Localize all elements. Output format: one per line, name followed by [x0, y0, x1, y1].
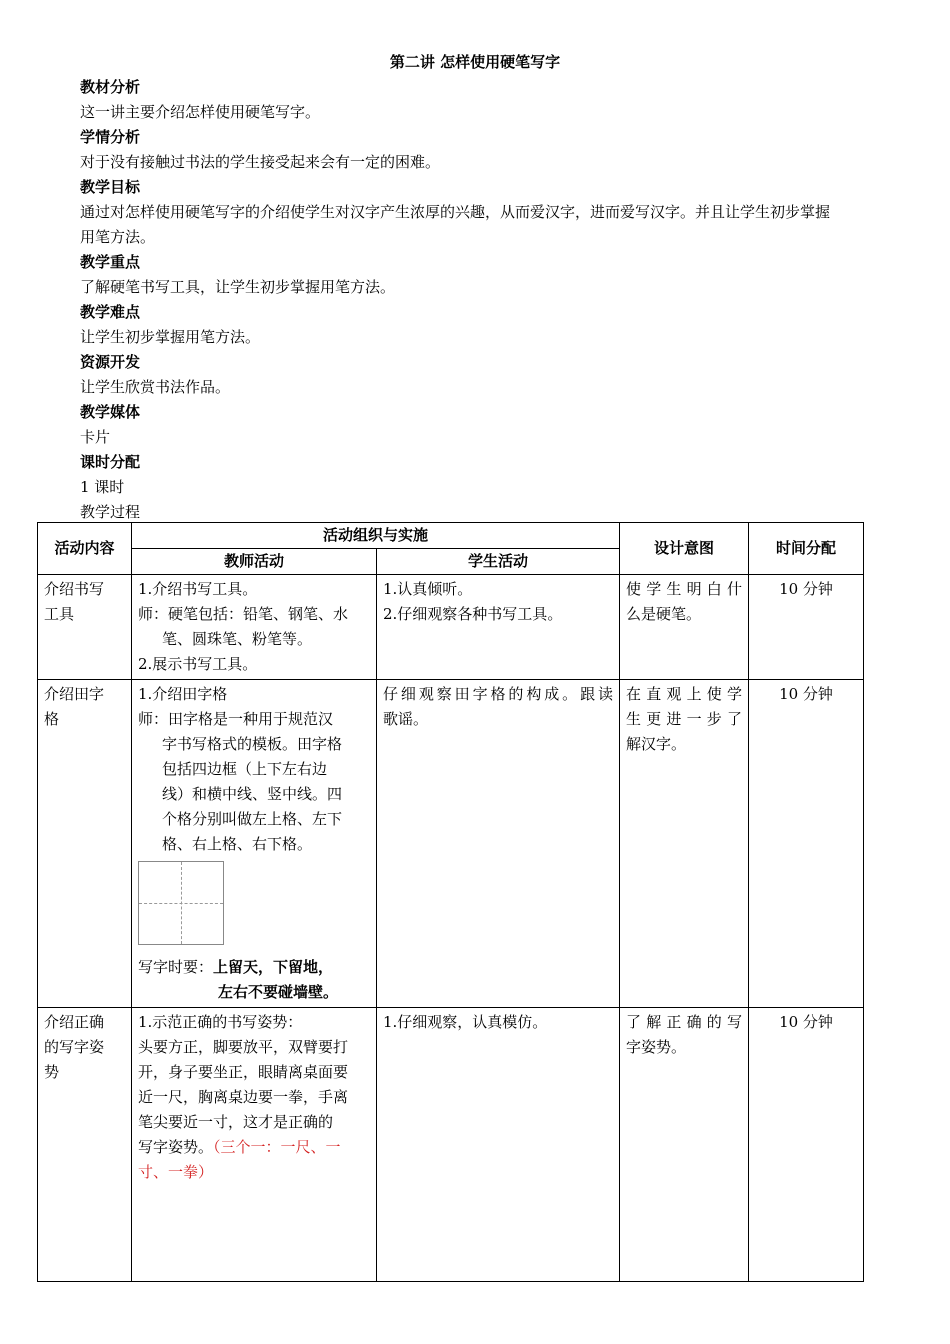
writing-requirement [138, 955, 370, 980]
section-body-line1: 通过对怎样使用硬笔写字的介绍使学生对汉字产生浓厚的兴趣，从而爱汉字，进而爱写汉字。并且让学生初步掌握 [80, 203, 831, 221]
lesson-process-table [37, 522, 864, 1282]
teacher-line: 1.示范正确的书写姿势： [138, 1013, 303, 1031]
section-media [80, 400, 910, 450]
section-student-analysis [80, 125, 910, 175]
intent-line: 使学生明白什 [626, 580, 742, 598]
activity-line: 格 [44, 710, 60, 728]
teacher-line: 笔尖要近一寸，这才是正确的 [138, 1113, 334, 1131]
teacher-line: 开，身子要坐正，眼睛离桌面要 [138, 1063, 349, 1081]
teacher-line: 师：硬笔包括：铅笔、钢笔、水 [138, 605, 349, 623]
student-cell [377, 575, 620, 680]
section-difficulties [80, 300, 910, 350]
activity-line: 介绍书写 [44, 580, 105, 598]
student-line: 1.仔细观察，认真模仿。 [383, 1013, 548, 1031]
student-line: 仔细观察田字格的构成。跟读 [383, 685, 613, 703]
teacher-line: 头要方正，脚要放平，双臂要打 [138, 1038, 349, 1056]
section-heading: 教学媒体 [80, 403, 141, 421]
time-cell: 10 分钟 [749, 575, 864, 680]
intent-line: 字姿势。 [626, 1038, 687, 1056]
highlight-note: 寸、一拳） [138, 1163, 214, 1181]
header-teacher: 教师活动 [132, 549, 377, 575]
section-heading: 教学目标 [80, 178, 141, 196]
section-key-points [80, 250, 910, 300]
section-heading: 资源开发 [80, 353, 141, 371]
section-teaching-goals [80, 175, 910, 250]
section-body-line2: 用笔方法。 [80, 228, 156, 246]
section-resources [80, 350, 910, 400]
teacher-line: 1.介绍书写工具。 [138, 580, 258, 598]
activity-cell [38, 575, 132, 680]
section-body: 让学生欣赏书法作品。 [80, 378, 231, 396]
teacher-line: 个格分别叫做左上格、左下 [162, 810, 343, 828]
grid-horizontal-midline [139, 903, 223, 904]
requirement-label: 写字时要： [138, 958, 214, 976]
header-activity: 活动内容 [38, 523, 132, 575]
activity-line: 介绍田字 [44, 685, 105, 703]
teacher-line: 笔、圆珠笔、粉笔等。 [162, 630, 313, 648]
intent-line: 解汉字。 [626, 735, 687, 753]
process-label: 教学过程 [80, 503, 141, 521]
teacher-cell [132, 575, 377, 680]
student-cell [377, 680, 620, 1008]
student-line: 歌谣。 [383, 710, 429, 728]
header-student: 学生活动 [377, 549, 620, 575]
table-row [38, 680, 864, 1008]
page-title: 第二讲 怎样使用硬笔写字 [389, 53, 561, 71]
table-row [38, 1008, 864, 1282]
teacher-line [138, 1135, 370, 1160]
student-line: 2.仔细观察各种书写工具。 [383, 605, 563, 623]
requirement-line: 左右不要碰墙壁。 [218, 983, 339, 1001]
tianzige-grid-illustration [138, 861, 224, 945]
section-heading: 学情分析 [80, 128, 141, 146]
teacher-line: 格、右上格、右下格。 [162, 835, 313, 853]
section-body: 了解硬笔书写工具，让学生初步掌握用笔方法。 [80, 278, 396, 296]
teacher-text: 写字姿势。 [138, 1138, 214, 1156]
section-body: 卡片 [80, 428, 111, 446]
teacher-line: 2.展示书写工具。 [138, 655, 258, 673]
table-row [38, 575, 864, 680]
teacher-line: 1.介绍田字格 [138, 685, 228, 703]
header-time: 时间分配 [749, 523, 864, 575]
time-cell: 10 分钟 [749, 680, 864, 1008]
section-body: 1 课时 [80, 478, 125, 496]
intent-cell [620, 1008, 749, 1282]
section-class-hours [80, 450, 910, 525]
activity-line: 工具 [44, 605, 75, 623]
intent-line: 么是硬笔。 [626, 605, 702, 623]
header-organization: 活动组织与实施 [132, 523, 620, 549]
teacher-line: 线）和横中线、竖中线。四 [162, 785, 343, 803]
intent-cell [620, 680, 749, 1008]
section-heading: 课时分配 [80, 453, 141, 471]
requirement-line: 上留天，下留地， [213, 958, 334, 976]
teacher-line: 师：田字格是一种用于规范汉 [138, 710, 334, 728]
section-body: 这一讲主要介绍怎样使用硬笔写字。 [80, 103, 321, 121]
section-textbook-analysis [80, 75, 910, 125]
section-heading: 教材分析 [80, 78, 141, 96]
activity-cell [38, 680, 132, 1008]
activity-cell [38, 1008, 132, 1282]
section-heading: 教学重点 [80, 253, 141, 271]
activity-line: 势 [44, 1063, 60, 1081]
activity-line: 的写字姿 [44, 1038, 105, 1056]
teacher-line: 近一尺，胸离桌边要一拳，手离 [138, 1088, 349, 1106]
teacher-line: 字书写格式的模板。田字格 [162, 735, 343, 753]
intent-line: 在直观上使学 [626, 685, 742, 703]
section-body: 对于没有接触过书法的学生接受起来会有一定的困难。 [80, 153, 441, 171]
highlight-note: （三个一：一尺、一 [213, 1138, 341, 1156]
section-heading: 教学难点 [80, 303, 141, 321]
teacher-cell [132, 680, 377, 1008]
time-cell: 10 分钟 [749, 1008, 864, 1282]
intent-line: 生更进一步了 [626, 710, 742, 728]
student-cell [377, 1008, 620, 1282]
intent-line: 了解正确的写 [626, 1013, 742, 1031]
section-body: 让学生初步掌握用笔方法。 [80, 328, 261, 346]
teacher-line: 包括四边框（上下左右边 [162, 760, 328, 778]
teacher-cell [132, 1008, 377, 1282]
intent-cell [620, 575, 749, 680]
activity-line: 介绍正确 [44, 1013, 105, 1031]
student-line: 1.认真倾听。 [383, 580, 473, 598]
header-intent: 设计意图 [620, 523, 749, 575]
